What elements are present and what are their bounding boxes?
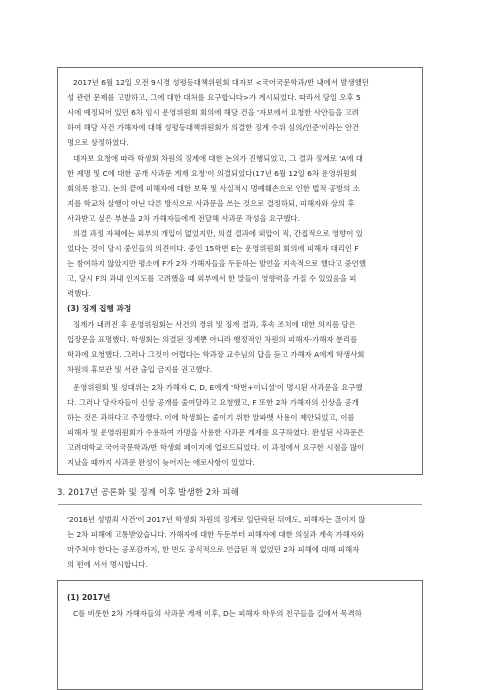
text-line: 학과에 요청했다. 그러나 그것이 어렵다는 학과장 교수님의 답을 듣고 가해자 A에게 학생사회 [67,350,365,359]
text-line: 운영위원회 및 성대위는 2차 가해자 C, D, E에게 '학번+이니셜'이 명시된 사과문을 요구했 [73,383,363,392]
text-line: 입장문을 표명했다. 학생회는 의결된 징계뿐 아니라 행정적인 차원의 피해자-가해자 분리를 [67,335,358,344]
text-line: C를 비롯한 2차 가해자들의 사과문 게재 이후, D는 피해자 학우의 친구들을 길에서 목격하 [73,609,362,618]
text-line: 마주쳐야 한다는 공포감까지, 한 번도 공식적으로 언급된 적 없었던 2차 피해에 대해 피해자 [67,545,360,554]
text-line: 2017년 6월 12일 오전 9시경 성평등대책위원회 대자보 <국어국문학과/반 내에서 발생했던 [73,78,369,87]
text-line: 고려대학교 국어국문학과/반 학생회 페이지에 업로드되었다. 이 과정에서 요구한 시점을 많이 [67,443,365,452]
text-line: 한 제명 및 C에 대한 공개 사과문 게재 요청'이 의결되었다(17년 6월 12일 6차 운영위원회 [67,169,358,178]
text-line: 의결 과정 자체에는 외부의 개입이 없었지만, 의결 결과에 외압이 직, 간접적으로 영향이 있 [73,229,363,238]
text-line: 성 관련 문제를 고발하고, 그에 대한 대처를 요구합니다>가 게시되었다. 따라서 당일 오후 5 [67,93,361,102]
divider [58,504,422,505]
text-line: 는 참여하지 않았지만 평소에 F가 2차 가해자들을 두둔하는 발언을 지속적으로 했다고 중언했 [67,259,366,268]
text-line: 고, 당시 F의 과내 인지도를 고려했을 때 외부에서 한 말들이 영향력을 가질 수 있었음을 피 [67,274,357,283]
text-line: 사과받고 싶은 부분을 2차 가해자들에게 전달해 사과문 작성을 요구했다. [67,214,300,223]
box2-paragraph [67,606,413,621]
text-line: 력했다. [67,289,91,298]
section-title: 3. 2017년 공론화 및 징계 이후 발생한 2차 피해 [57,488,239,498]
paragraph-1 [67,75,413,150]
text-line: 회의록 참고). 논의 끝에 피해자에 대한 보복 및 사실적시 명예훼손으로 인한 법적 공방의 소 [67,184,360,193]
section-heading-discipline: (3) 징계 집행 과정 [67,304,132,313]
section-3-paragraph [67,512,413,572]
text-line: 명으로 상정하였다. [67,138,129,147]
paragraph-2 [67,151,413,226]
text-line: '2016년 성범죄 사건'이 2017년 학생회 차원의 징계로 일단락된 뒤에도, 피해자는 끊이지 않 [67,515,366,524]
text-line: 었다는 것이 당시 중인들의 의견이다. 중인 15학번 E는 운영위원회 회의에 피해자 대리인 F [67,244,359,253]
text-line: 시에 예정되어 있던 6차 임시 운영위원회 회의에 해당 건을 '자보에서 요청한 사안들을 고려 [67,108,359,117]
text-line: 피해자 및 운영위원회가 수용하여 가명을 사용한 사과문 게재를 요구하였다. 완성된 사과문은 [67,428,365,437]
text-line: 는 2차 피해에 고통받았습니다. 가해자에 대한 두둔부터 피해자에 대한 의심과 계속 가해자와 [67,530,365,539]
text-line: 차원의 휴보관 및 서관 출입 금지를 권고했다. [67,365,212,374]
content-box [57,580,423,690]
paragraph-3 [67,226,413,301]
paragraph-4 [67,317,413,377]
text-line: 징계가 내려진 후 운영위원회는 사건의 경위 및 징계 결과, 후속 조치에 대한 의지를 담은 [73,320,356,329]
text-line: 다. 그러나 당사자들이 신상 공개를 줄여달라고 요청했고, F 또한 2차 가해자의 신상을 공개 [67,398,359,407]
subsection-heading-2017: (1) 2017년 [67,593,111,602]
text-line: 의 편에 서서 명시합니다. [67,560,148,569]
text-line: 지를 학교차 살행이 아닌 다른 방식으로 사과문을 쓰는 것으로 결정하되, 피해자와 상의 후 [67,199,355,208]
text-line: 하는 것은 과하다고 주장했다. 이에 학생회는 줄이기 위한 알파벳 사용이 제안되었고, 이를 [67,413,355,422]
text-line: 하여 해당 사건 가해자에 대해 성평등대책위원회가 의결한 징계 수위 심의/인준'이라는 안건 [67,123,360,132]
text-line: 대자보 요청에 따라 학생회 차원의 징계에 대한 논의가 진행되었고, 그 결과 징계로 'A에 대 [73,154,363,163]
text-line: 지났을 때까지 사과문 완성이 늦어지는 애로사항이 있었다. [67,458,255,467]
paragraph-5 [67,380,413,470]
